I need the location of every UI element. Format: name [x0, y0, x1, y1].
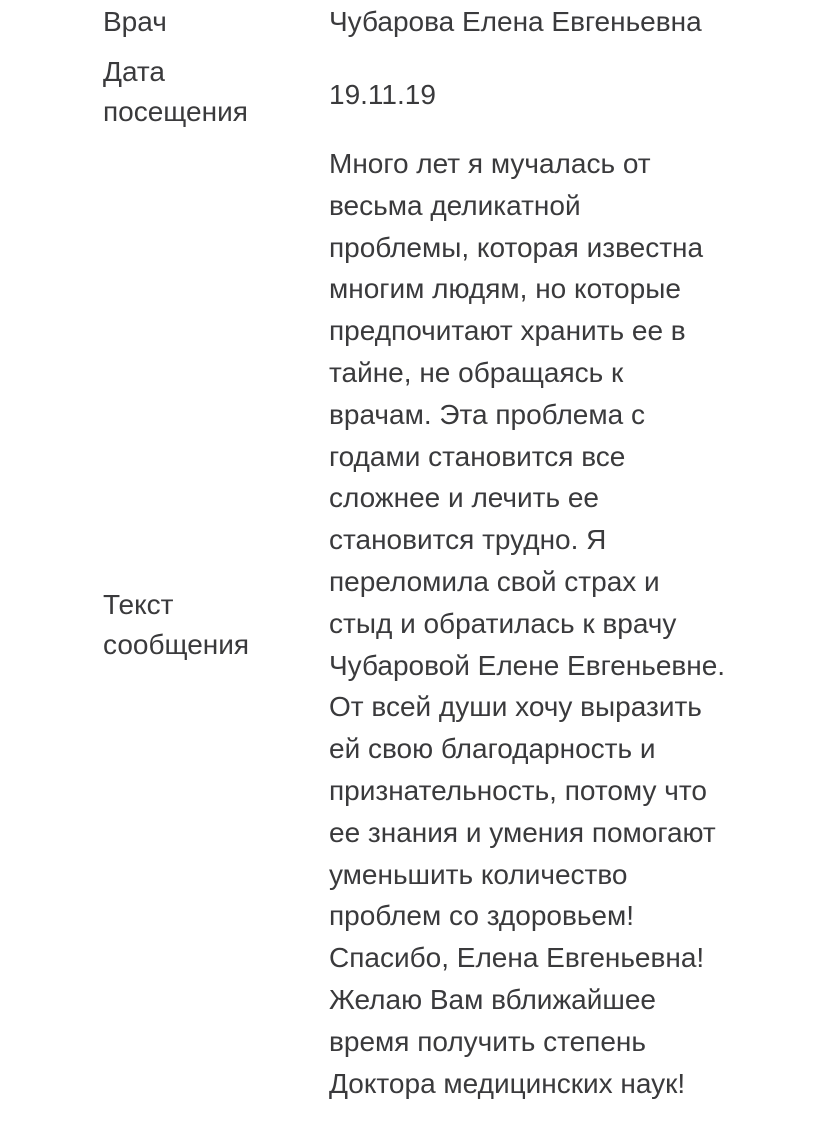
message-line: становится трудно. Я: [329, 524, 607, 556]
message-line: врачам. Эта проблема с: [329, 398, 645, 430]
message-line: Доктора медицинских наук!: [329, 1067, 686, 1099]
message-line: сложнее и лечить ее: [329, 482, 599, 514]
message-line: От всей души хочу выразить: [329, 691, 702, 723]
message-line: переломила свой страх и: [329, 565, 660, 597]
message-line: стыд и обратилась к врачу: [329, 607, 677, 639]
message-line: Желаю Вам вближайшее: [329, 983, 656, 1015]
message-line: многим людям, но которые: [329, 273, 681, 305]
message-line: признательность, потому что: [329, 774, 707, 806]
message-text: [329, 143, 799, 1104]
message-line: ей свою благодарность и: [329, 733, 656, 765]
doctor-label: Врач: [103, 6, 167, 37]
message-line: годами становится все: [329, 440, 626, 472]
visit-date-label-line-2: посещения: [103, 96, 248, 127]
visit-date-value: 19.11.19: [329, 79, 436, 110]
message-line: проблемы, которая известна: [329, 231, 704, 263]
message-line: уменьшить количество: [329, 858, 628, 890]
message-line: Много лет я мучалась от: [329, 148, 651, 179]
message-line: Спасибо, Елена Евгеньевна!: [329, 942, 705, 974]
message-label-line-1: Текст: [103, 589, 174, 620]
message-line: предпочитают хранить ее в: [329, 315, 686, 347]
visit-date-label: [103, 52, 303, 132]
visit-date-label-line-1: Дата: [103, 56, 166, 87]
message-line: весьма деликатной: [329, 189, 581, 221]
message-line: проблем со здоровьем!: [329, 900, 635, 932]
message-label-line-2: сообщения: [103, 629, 250, 660]
message-line: время получить степень: [329, 1025, 646, 1057]
message-line: Чубаровой Елене Евгеньевне.: [329, 649, 726, 681]
message-line: тайне, не обращаясь к: [329, 356, 624, 388]
message-label: [103, 585, 303, 665]
doctor-value: Чубарова Елена Евгеньевна: [329, 6, 702, 37]
message-line: ее знания и умения помогают: [329, 816, 716, 848]
